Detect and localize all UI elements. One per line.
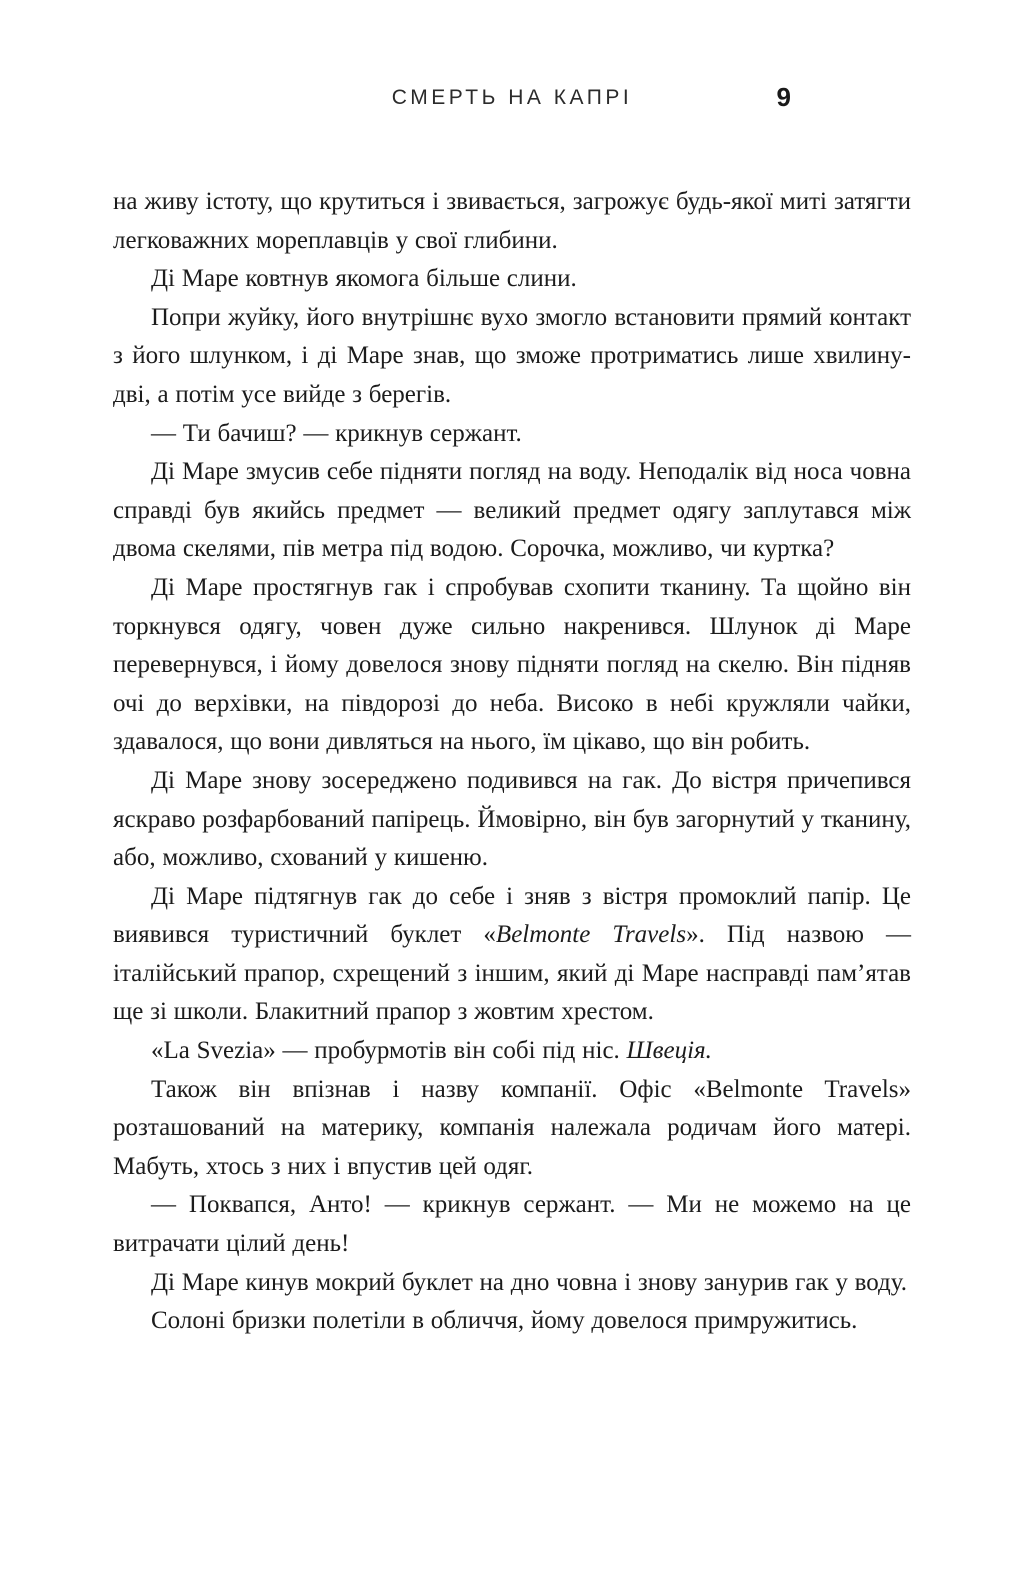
paragraph	[113, 453, 911, 569]
paragraph-run: ». Під назвою — італійський прапор, схрещений з іншим, який ді Маре насправді пам’ятав ще зі школи. Блакитний прапор з жовтим хрестом.	[113, 921, 911, 1026]
paragraph	[113, 1302, 911, 1341]
paragraph	[113, 878, 911, 1032]
paragraph	[113, 183, 911, 260]
page-text	[113, 183, 911, 1341]
paragraph	[113, 1071, 911, 1187]
paragraph	[113, 415, 911, 454]
paragraph	[113, 1186, 911, 1263]
paragraph-run: Ді Маре підтягнув гак до себе і зняв з вістря промоклий папір. Це виявився туристичний буклет «	[113, 882, 911, 949]
paragraph	[113, 260, 911, 299]
paragraph	[113, 762, 911, 878]
paragraph-run: — Ти бачиш? — крикнув сержант.	[151, 419, 522, 447]
page-header	[113, 82, 911, 118]
paragraph-run-italic: Швеція.	[626, 1037, 712, 1065]
paragraph	[113, 569, 911, 762]
paragraph-run: Ді Маре простягнув гак і спробував схопити тканину. Та щойно він торкнувся одягу, човен дуже сильно накренився. Шлунок ді Маре перевернувся, і йому довелося знову підняти погляд на скелю. Він підняв очі до верхівки, на півдорозі до неба. Високо в небі кружляли чайки, здавалося, що вони дивляться на нього, їм цікаво, що він робить.	[113, 573, 911, 756]
paragraph-run: Також він впізнав і назву компанії. Офіс «Belmonte Travels» розташований на материку, компанія належала родичам його матері. Мабуть, хтось з них і впустив цей одяг.	[113, 1075, 911, 1180]
chapter-title: СМЕРТЬ НА КАПРІ	[391, 86, 633, 109]
paragraph	[113, 299, 911, 415]
paragraph-run-italic: Belmonte Travels	[495, 921, 687, 949]
paragraph	[113, 1032, 911, 1071]
paragraph-run: — Поквапся, Анто! — крикнув сержант. — Ми не можемо на це витрачати цілий день!	[113, 1191, 911, 1258]
page-number: 9	[776, 82, 791, 112]
paragraph-run: Ді Маре знову зосереджено подивився на гак. До вістря причепився яскраво розфарбований папірець. Ймовірно, він був загорнутий у тканину, або, можливо, схований у кишеню.	[113, 766, 911, 872]
paragraph-run: «La Svezia» — пробурмотів він собі під ніс.	[151, 1037, 627, 1065]
paragraph-run: Ді Маре ковтнув якомога більше слини.	[151, 265, 577, 293]
paragraph-run: Ді Маре змусив себе підняти погляд на воду. Неподалік від носа човна справді був якийсь предмет — великий предмет одягу заплутався між двома скелями, пів метра під водою. Сорочка, можливо, чи куртка?	[113, 458, 911, 563]
paragraph-run: Ді Маре кинув мокрий буклет на дно човна і знову занурив гак у воду.	[151, 1268, 907, 1296]
paragraph-run: на живу істоту, що крутиться і звивається, загрожує будь-якої миті затягти легковажних мореплавців у свої глибини.	[113, 188, 911, 254]
paragraph-run: Попри жуйку, його внутрішнє вухо змогло встановити прямий контакт з його шлунком, і ді Маре знав, що зможе протриматись лише хвилину-дві, а потім усе вийде з берегів.	[113, 303, 911, 408]
paragraph-run: Солоні бризки полетіли в обличчя, йому довелося примружитись.	[151, 1307, 858, 1335]
paragraph	[113, 1264, 911, 1303]
